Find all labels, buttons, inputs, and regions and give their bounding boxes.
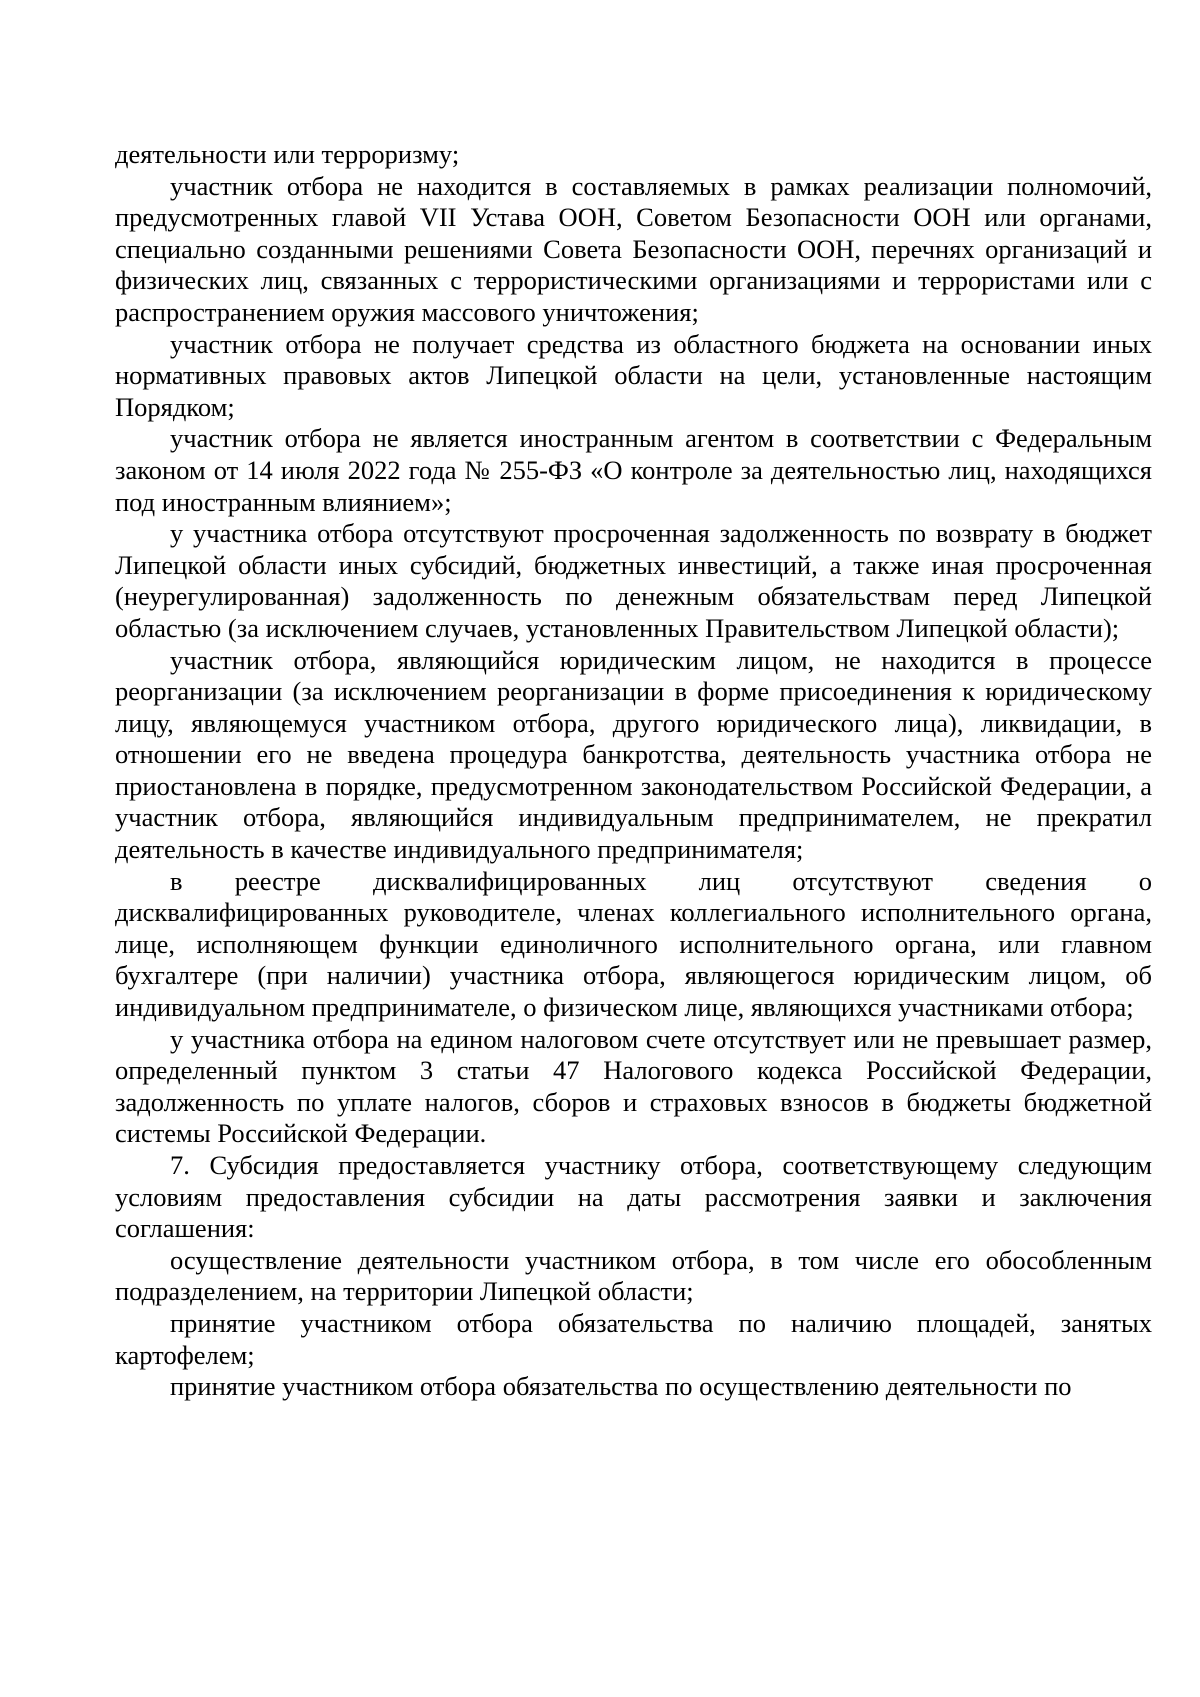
paragraph-no-other-budget-funds: участник отбора не получает средства из областного бюджета на основании иных нормативных правовых актов Липецкой области на цели, установленные настоящим Порядком; bbox=[115, 328, 1152, 422]
paragraph-disqualified-registry: в реестре дисквалифицированных лиц отсутствуют сведения о дисквалифицированных руководителе, членах коллегиального исполнительного органа, лице, исполняющем функции единоличного исполнительного органа, или главном бухгалтере (при наличии) участника отбора, являющегося юридическим лицом, об индивидуальном предпринимателе, о физическом лице, являющихся участниками отбора; bbox=[115, 865, 1152, 1023]
paragraph-potato-areas: принятие участником отбора обязательства по наличию площадей, занятых картофелем; bbox=[115, 1307, 1152, 1370]
paragraph-not-reorganized: участник отбора, являющийся юридическим лицом, не находится в процессе реорганизации (за исключением реорганизации в форме присоединения к юридическому лицу, являющемуся участником отбора, другого юридического лица), ликвидации, в отношении его не введена процедура банкротства, деятельность участника отбора не приостановлена в порядке, предусмотренном законодательством Российской Федерации, а участник отбора, являющийся индивидуальным предпринимателем, не прекратил деятельность в качестве индивидуального предпринимателя; bbox=[115, 644, 1152, 865]
paragraph-tax-account: у участника отбора на едином налоговом счете отсутствует или не превышает размер, определенный пунктом 3 статьи 47 Налогового кодекса Российской Федерации, задолженность по уплате налогов, сборов и страховых взносов в бюджеты бюджетной системы Российской Федерации. bbox=[115, 1023, 1152, 1149]
paragraph-not-foreign-agent: участник отбора не является иностранным агентом в соответствии с Федеральным законом от 14 июля 2022 года № 255-ФЗ «О контроле за деятельностью лиц, находящихся под иностранным влиянием»; bbox=[115, 423, 1152, 517]
paragraph-activity-territory: осуществление деятельности участником отбора, в том числе его обособленным подразделением, на территории Липецкой области; bbox=[115, 1244, 1152, 1307]
paragraph-section-7: 7. Субсидия предоставляется участнику отбора, соответствующему следующим условиям предоставления субсидии на даты рассмотрения заявки и заключения соглашения: bbox=[115, 1150, 1152, 1244]
paragraph-activity-obligation: принятие участником отбора обязательства по осуществлению деятельности по bbox=[170, 1371, 1072, 1402]
document-page bbox=[115, 139, 1152, 1403]
paragraph-un-sanctions-lists: участник отбора не находится в составляемых в рамках реализации полномочий, предусмотренных главой VII Устава ООН, Советом Безопасности ООН или органами, специально созданными решениями Совета Безопасности ООН, перечнях организаций и физических лиц, связанных с террористическими организациями и террористами или с распространением оружия массового уничтожения; bbox=[115, 170, 1152, 327]
paragraph-no-overdue-debt: у участника отбора отсутствуют просроченная задолженность по возврату в бюджет Липецкой области иных субсидий, бюджетных инвестиций, а также иная просроченная (неурегулированная) задолженность по денежным обязательствам перед Липецкой областью (за исключением случаев, установленных Правительством Липецкой области); bbox=[115, 518, 1152, 643]
paragraph-continuation: деятельности или терроризму; bbox=[115, 139, 460, 169]
